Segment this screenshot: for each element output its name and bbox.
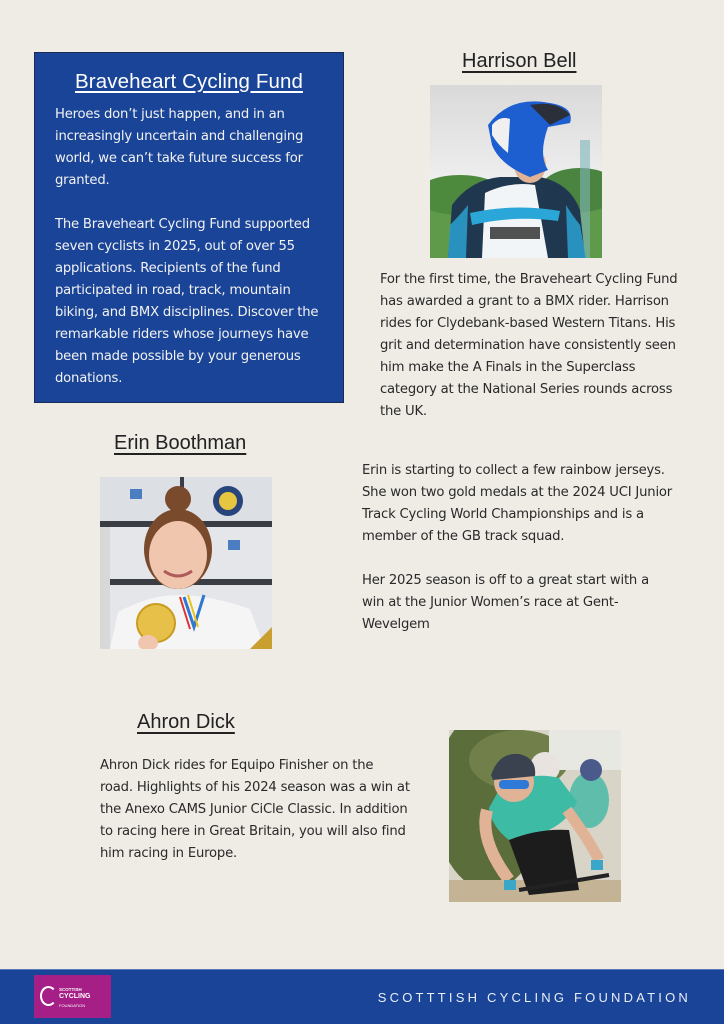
track-rider-medal-photo — [100, 477, 272, 649]
bio-paragraph: Her 2025 season is off to a great start with a win at the Junior Women’s race at Gent-Wevelgem — [362, 573, 649, 632]
bio-paragraph: For the first time, the Braveheart Cycling Fund has awarded a grant to a BMX rider. Harrison rides for Clydebank-based Western Titans. His grit and determination have consistently seen him make the A Finals in the Superclass category at the National Series rounds across the UK. — [380, 272, 678, 419]
intro-paragraph: Heroes don’t just happen, and in an increasingly uncertain and challenging world, we can’t take future success for granted. — [55, 107, 304, 188]
bio-paragraph: Ahron Dick rides for Equipo Finisher on the road. Highlights of his 2024 season was a win at the Anexo CAMS Junior CiCle Classic. In addition to racing here in Great Britain, you will also find him racing in Europe. — [100, 758, 410, 861]
intro-title: Braveheart Cycling Fund — [75, 70, 303, 93]
rider-name-ahron-dick: Ahron Dick — [137, 711, 235, 733]
rider-bio-erin-boothman — [362, 460, 672, 636]
footer-organization-name: SCOTTTISH CYCLING FOUNDATION — [377, 990, 691, 1005]
footer-bar — [0, 969, 724, 1024]
intro-text — [55, 104, 337, 390]
logo-text-line: SCOTTISH — [59, 987, 82, 992]
road-rider-photo — [449, 730, 621, 902]
intro-paragraph: The Braveheart Cycling Fund supported seven cyclists in 2025, out of over 55 applications. Recipients of the fund participated in road, track, mountain biking, and BMX disciplines. Discover the remarkable riders whose journeys have been made possible by your generous donations. — [55, 217, 319, 386]
logo-text-line: CYCLING — [59, 993, 91, 1000]
rider-bio-harrison-bell — [380, 269, 680, 423]
scottish-cycling-foundation-logo — [34, 975, 111, 1018]
bio-paragraph: Erin is starting to collect a few rainbow jerseys. She won two gold medals at the 2024 UCI Junior Track Cycling World Championships and is a member of the GB track squad. — [362, 463, 672, 544]
rider-name-erin-boothman: Erin Boothman — [114, 432, 247, 454]
logo-ring-icon — [40, 986, 57, 1006]
track-rider-image — [100, 477, 272, 649]
rider-bio-ahron-dick — [100, 755, 410, 865]
intro-box — [34, 52, 344, 403]
road-rider-image — [449, 730, 621, 902]
bmx-rider-photo — [430, 85, 602, 258]
bmx-rider-image — [430, 85, 602, 258]
logo-text-line: FOUNDATION — [59, 1003, 86, 1008]
rider-name-harrison-bell: Harrison Bell — [462, 50, 577, 72]
